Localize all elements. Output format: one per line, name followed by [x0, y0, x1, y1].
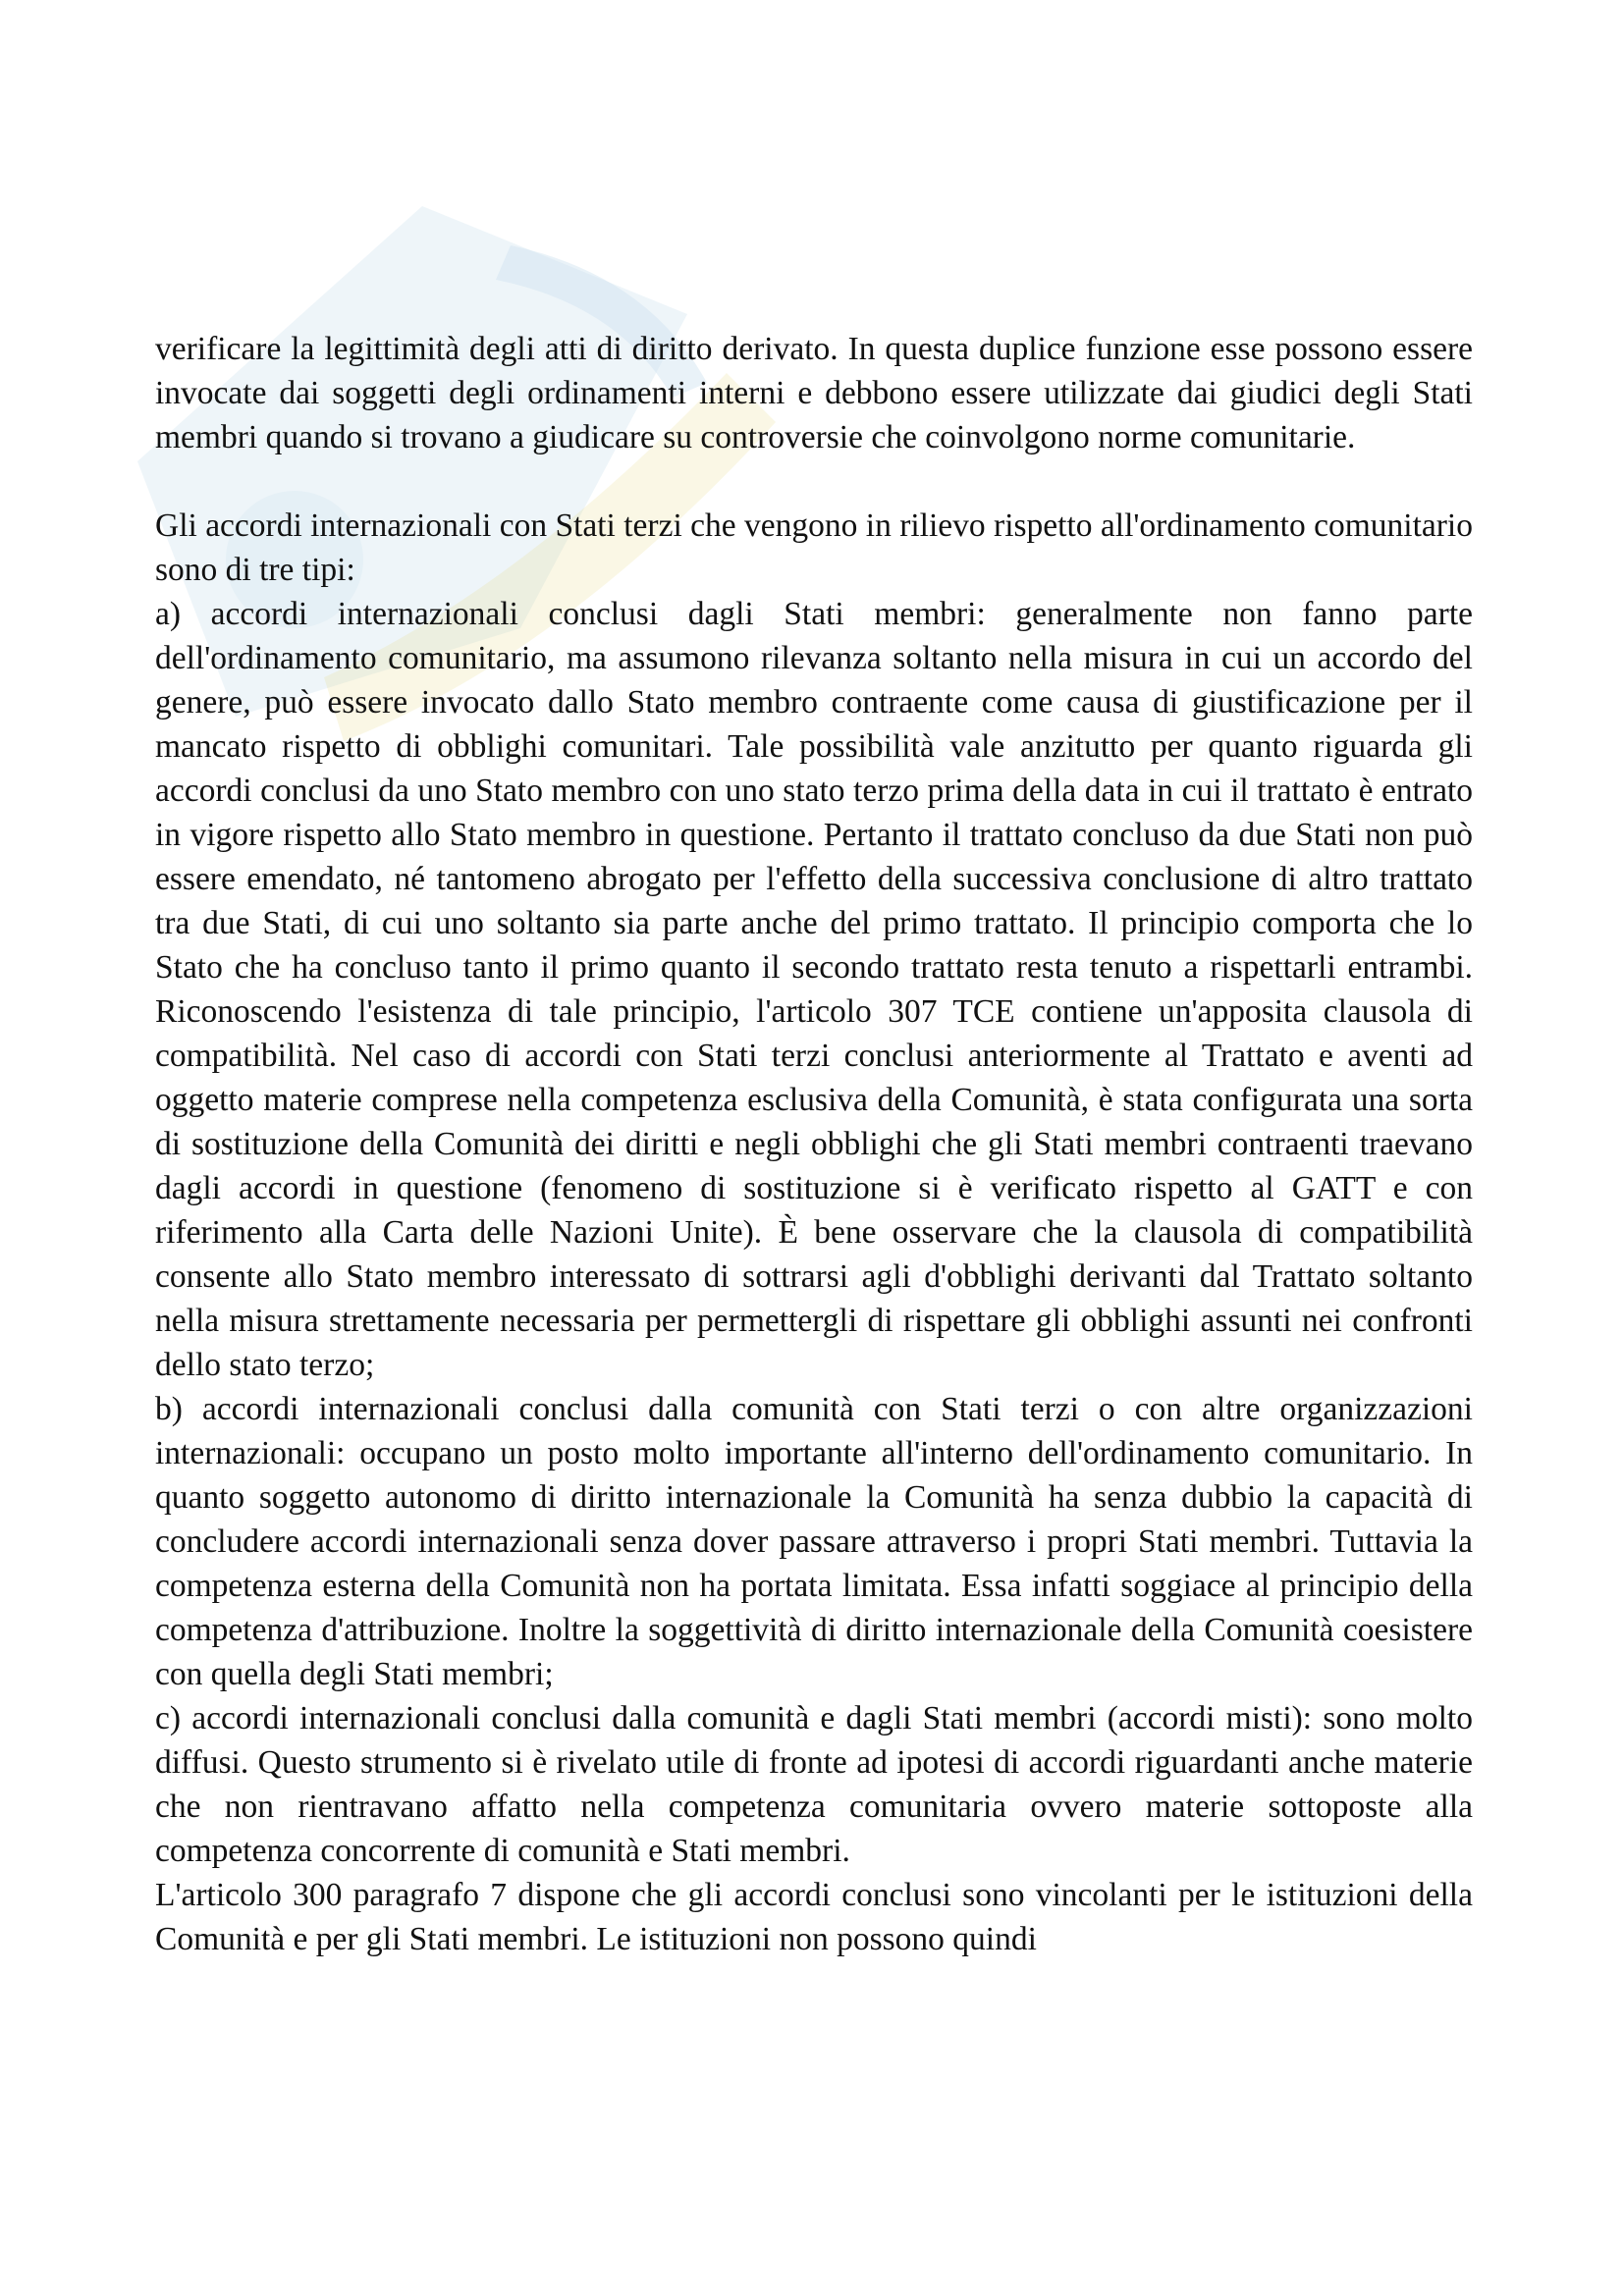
paragraph-1: verificare la legittimità degli atti di diritto derivato. In questa duplice funzione esse possono essere invocate dai soggetti degli ordinamenti interni e debbono essere utilizzate dai giudici degli Stati membri quando si trovano a giudicare su controversie che coinvolgono norme comunitarie.	[155, 331, 1473, 455]
paragraph-2-intro: Gli accordi internazionali con Stati terzi che vengono in rilievo rispetto all'ordinamento comunitario sono di tre tipi:	[155, 507, 1473, 588]
list-item-a: a) accordi internazionali conclusi dagli Stati membri: generalmente non fanno parte dell'ordinamento comunitario, ma assumono rilevanza soltanto nella misura in cui un accordo del genere, può essere invocato dallo Stato membro contraente come causa di giustificazione per il mancato rispetto di obblighi comunitari. Tale possibilità vale anzitutto per quanto riguarda gli accordi conclusi da uno Stato membro con uno stato terzo prima della data in cui il trattato è entrato in vigore rispetto allo Stato membro in questione. Pertanto il trattato concluso da due Stati non può essere emendato, né tantomeno abrogato per l'effetto della successiva conclusione di altro trattato tra due Stati, di cui uno soltanto sia parte anche del primo trattato. Il principio comporta che lo Stato che ha concluso tanto il primo quanto il secondo trattato resta tenuto a rispettarli entrambi. Riconoscendo l'esistenza di tale principio, l'articolo 307 TCE contiene un'apposita clausola di compatibilità. Nel caso di accordi con Stati terzi conclusi anteriormente al Trattato e aventi ad oggetto materie comprese nella competenza esclusiva della Comunità, è stata configurata una sorta di sostituzione della Comunità dei diritti e negli obblighi che gli Stati membri contraenti traevano dagli accordi in questione (fenomeno di sostituzione si è verificato rispetto al GATT e con riferimento alla Carta delle Nazioni Unite). È bene osservare che la clausola di compatibilità consente allo Stato membro interessato di sottrarsi agli d'obblighi derivanti dal Trattato soltanto nella misura strettamente necessaria per permettergli di rispettare gli obblighi assunti nei confronti dello stato terzo;	[155, 596, 1473, 1383]
paragraph-3: L'articolo 300 paragrafo 7 dispone che gli accordi conclusi sono vincolanti per le istituzioni della Comunità e per gli Stati membri. Le istituzioni non possono quindi	[155, 1877, 1473, 1957]
list-item-b: b) accordi internazionali conclusi dalla comunità con Stati terzi o con altre organizzazioni internazionali: occupano un posto molto importante all'interno dell'ordinamento comunitario. In quanto soggetto autonomo di diritto internazionale la Comunità ha senza dubbio la capacità di concludere accordi internazionali senza dover passare attraverso i propri Stati membri. Tuttavia la competenza esterna della Comunità non ha portata limitata. Essa infatti soggiace al principio della competenza d'attribuzione. Inoltre la soggettività di diritto internazionale della Comunità coesistere con quella degli Stati membri;	[155, 1391, 1473, 1692]
list-item-c: c) accordi internazionali conclusi dalla comunità e dagli Stati membri (accordi misti): sono molto diffusi. Questo strumento si è rivelato utile di fronte ad ipotesi di accordi riguardanti anche materie che non rientravano affatto nella competenza comunitaria ovvero materie sottoposte alla competenza concorrente di comunità e Stati membri.	[155, 1700, 1473, 1869]
document-body	[155, 327, 1473, 1961]
